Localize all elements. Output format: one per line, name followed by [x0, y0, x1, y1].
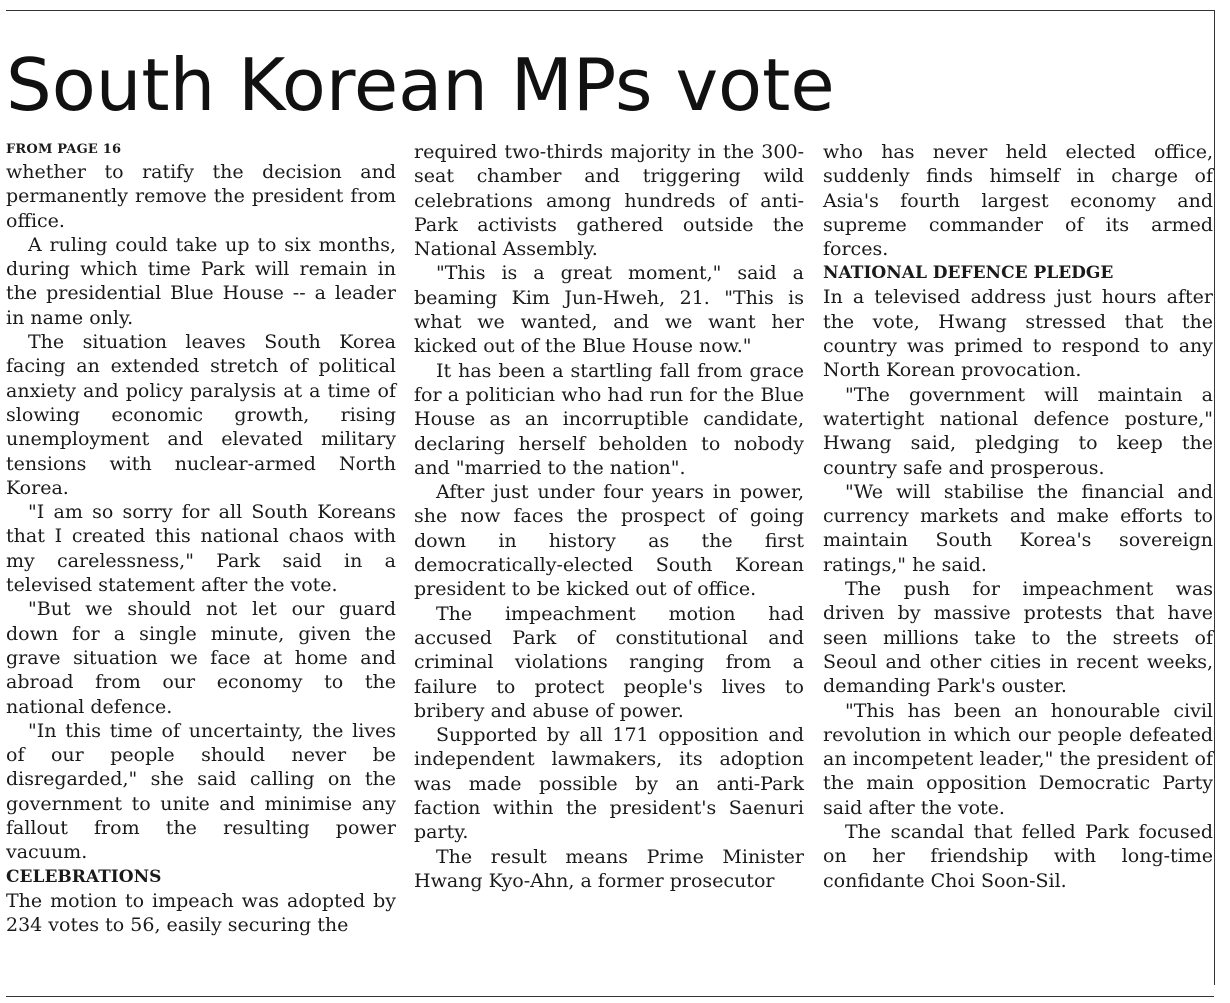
from-page-kicker: FROM PAGE 16 — [6, 142, 122, 157]
paragraph: After just under four years in power, she now faces the prospect of going down in history as the first democratically-elected South Korean president to be kicked out of office. — [414, 481, 804, 601]
paragraph: The push for impeachment was driven by massive protests that have seen millions take to the streets of Seoul and other cities in recent weeks, demanding Park's ouster. — [823, 578, 1213, 698]
paragraph: In a televised address just hours after the vote, Hwang stressed that the country was primed to respond to any North Korean provocation. — [823, 286, 1213, 382]
article-column-2 — [414, 140, 804, 893]
bottom-rule — [6, 996, 1214, 997]
paragraph: "This has been an honourable civil revolution in which our people defeated an incompetent leader," the president of the main opposition Democratic Party said after the vote. — [823, 699, 1213, 819]
paragraph: "But we should not let our guard down for a single minute, given the grave situation we face at home and abroad from our economy to the national defence. — [6, 598, 396, 718]
paragraph: "In this time of uncertainty, the lives of our people should never be disregarded," she said calling on the government to unite and minimise any fallout from the resulting power vacuum. — [6, 719, 396, 864]
paragraph: The result means Prime Minister Hwang Kyo-Ahn, a former prosecutor — [414, 845, 804, 892]
paragraph: "The government will maintain a watertight national defence posture," Hwang said, pledging to keep the country safe and prosperous. — [823, 383, 1213, 479]
paragraph: who has never held elected office, suddenly finds himself in charge of Asia's fourth largest economy and supreme commander of its armed forces. — [823, 141, 1213, 261]
section-subhead: CELEBRATIONS — [6, 866, 162, 887]
paragraph: whether to ratify the decision and permanently remove the president from office. — [6, 161, 396, 232]
paragraph: The impeachment motion had accused Park of constitutional and criminal violations ranging from a failure to protect people's lives to bribery and abuse of power. — [414, 602, 804, 722]
paragraph: A ruling could take up to six months, during which time Park will remain in the presidential Blue House -- a leader in name only. — [6, 233, 396, 329]
top-rule — [6, 10, 1214, 11]
paragraph: "This is a great moment," said a beaming Kim Jun-Hweh, 21. "This is what we wanted, and we want her kicked out of the Blue House now." — [414, 262, 804, 358]
article-column-3 — [823, 140, 1213, 893]
right-rule — [1214, 10, 1215, 985]
section-subhead: NATIONAL DEFENCE PLEDGE — [823, 263, 1114, 284]
paragraph: The situation leaves South Korea facing an extended stretch of political anxiety and policy paralysis at a time of slowing economic growth, rising unemployment and elevated military tensions with nuclear-armed North Korea. — [6, 331, 396, 499]
paragraph: The scandal that felled Park focused on her friendship with long-time confidante Choi Soon-Sil. — [823, 821, 1213, 892]
article-column-1 — [6, 140, 396, 937]
paragraph: "We will stabilise the financial and currency markets and make efforts to maintain South Korea's sovereign ratings," he said. — [823, 480, 1213, 576]
paragraph: "I am so sorry for all South Koreans that I created this national chaos with my carelessness," Park said in a televised statement after the vote. — [6, 501, 396, 597]
paragraph: required two-thirds majority in the 300-seat chamber and triggering wild celebrations among hundreds of anti-Park activists gathered outside the National Assembly. — [414, 141, 804, 261]
paragraph: The motion to impeach was adopted by 234 votes to 56, easily securing the — [6, 889, 396, 936]
paragraph: Supported by all 171 opposition and independent lawmakers, its adoption was made possible by an anti-Park faction within the president's Saenuri party. — [414, 724, 804, 844]
paragraph: It has been a startling fall from grace for a politician who had run for the Blue House as an incorruptible candidate, declaring herself beholden to nobody and "married to the nation". — [414, 359, 804, 479]
headline: South Korean MPs vote — [6, 43, 835, 127]
